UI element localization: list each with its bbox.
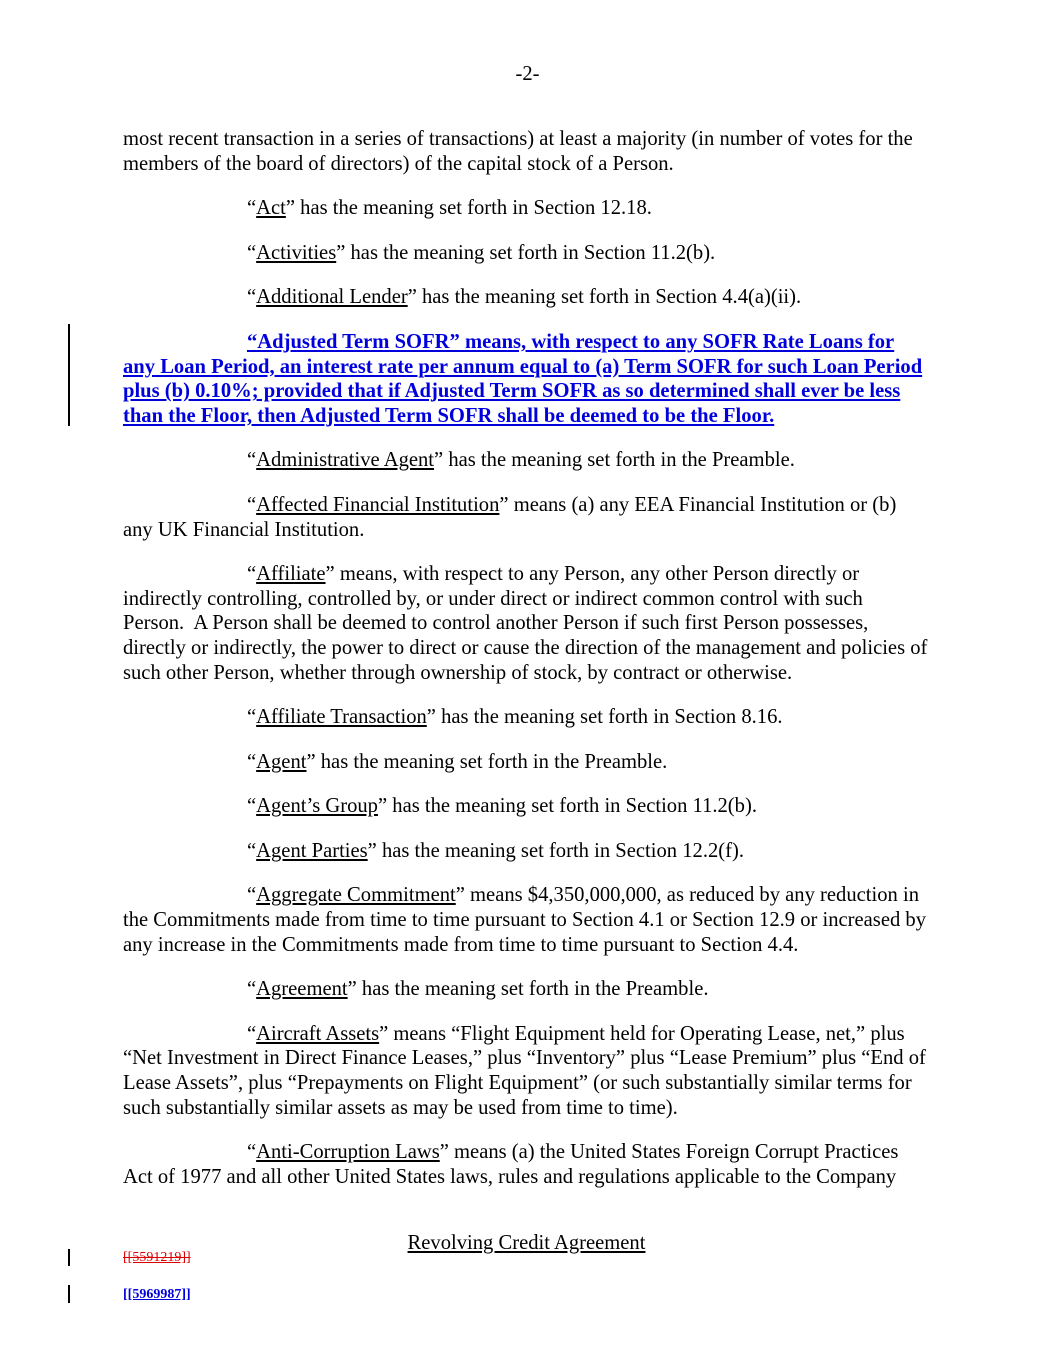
text-run: “ [247, 839, 257, 862]
definition-act [123, 196, 930, 221]
definition-aggregate-commitment [123, 883, 930, 957]
text-run: “ [247, 197, 257, 220]
text-run: “ [247, 493, 257, 516]
text-run: ” means (a) any EEA Financial Institution or (b) any UK Financial Institution. [123, 493, 897, 541]
defined-term: Aggregate Commitment [256, 884, 456, 907]
definition-agent-parties [123, 839, 930, 864]
defined-term: Affiliate [256, 563, 326, 586]
definition-affected-financial-institution [123, 493, 930, 542]
defined-term: Agent Parties [256, 839, 368, 862]
definition-administrative-agent [123, 448, 930, 473]
text-run: “ [247, 286, 257, 309]
change-bar [68, 1285, 70, 1303]
text-run: ” has the meaning set forth in Section 4.4(a)(ii). [407, 286, 802, 309]
definition-aircraft-assets [123, 1022, 930, 1120]
text-run: ” has the meaning set forth in Section 11.2(b). [336, 241, 716, 264]
text-run: ” means, with respect to any Person, any other Person directly or indirectly controlling, controlled by, or under direct or indirect common control with such Person. A Person shall be deemed to control another Person if such first Person possesses, directly or indirectly, the power to direct or cause the direction of the management and policies of such other Person, whether through ownership of stock, by contract or otherwise. [123, 563, 928, 684]
definition-adjusted-term-sofr [123, 330, 930, 428]
definition-additional-lender [123, 285, 930, 310]
defined-term: Activities [256, 241, 337, 264]
text-run: “ [247, 1141, 257, 1164]
change-bar [68, 324, 70, 426]
text-run: ” means (a) the United States Foreign Corrupt Practices Act of 1977 and all other United States laws, rules and regulations applicable to the Company [123, 1141, 899, 1188]
text-run: “ [247, 241, 257, 264]
definition-affiliate [123, 562, 930, 685]
text-run: ” has the meaning set forth in the Preamble. [434, 449, 795, 472]
definition-agreement [123, 977, 930, 1002]
text-run: ” has the meaning set forth in Section 12.18. [285, 197, 652, 220]
text-run: ” has the meaning set forth in Section 11.2(b). [377, 795, 757, 818]
change-bar [68, 1249, 70, 1266]
text-run: ” has the meaning set forth in the Preamble. [347, 978, 709, 1001]
paragraph-continuation [123, 127, 930, 176]
text-run: “ [247, 884, 257, 907]
text-run: ” means “Flight Equipment held for Operating Lease, net,” plus “Net Investment in Direct Finance Leases,” plus “Inventory” plus “Lease Premium” plus “End of Lease Assets”, plus “Prepayments on Flight Equipment” (or such substantially similar terms for such substantially similar assets as may be used from time to time). [123, 1022, 926, 1119]
text-run: “Adjusted Term SOFR” means, with respect to any SOFR Rate Loans for any Loan Period, an interest rate per annum equal to (a) Term SOFR for such Loan Period plus (b) 0.10%; provided that if Adjusted Term SOFR as so determined shall ever be less than the Floor, then Adjusted Term SOFR shall be deemed to be the Floor. [123, 330, 923, 427]
page-number: -2- [515, 63, 540, 85]
doc-id-tag-inserted: [[5969987]] [123, 1287, 191, 1302]
text-run: “ [247, 750, 257, 773]
defined-term: Agent [256, 750, 307, 773]
definition-agent [123, 750, 930, 775]
text-run: “ [247, 795, 257, 818]
text-run: ” has the meaning set forth in the Preamble. [306, 750, 668, 773]
defined-term: Agent’s Group [256, 795, 378, 818]
definition-activities [123, 241, 930, 266]
footer-document-title: Revolving Credit Agreement [407, 1232, 646, 1254]
text-run: “ [247, 706, 257, 729]
defined-term: Additional Lender [256, 286, 408, 309]
text-run: “ [247, 978, 257, 1001]
definition-anti-corruption-laws [123, 1140, 930, 1189]
defined-term: Anti-Corruption Laws [256, 1141, 440, 1164]
document-body [123, 127, 930, 1189]
text-run: ” means $4,350,000,000, as reduced by any reduction in the Commitments made from time to time pursuant to Section 4.1 or Section 12.9 or increased by any increase in the Commitments made from time to time pursuant to Section 4.4. [123, 884, 927, 956]
defined-term: Administrative Agent [256, 449, 435, 472]
text-run: “ [247, 563, 257, 586]
text-run: “ [247, 449, 257, 472]
text-run: most recent transaction in a series of transactions) at least a majority (in number of votes for the members of the board of directors) of the capital stock of a Person. [123, 128, 913, 175]
defined-term: Agreement [256, 978, 348, 1001]
defined-term: Affected Financial Institution [256, 493, 500, 516]
text-run: ” has the meaning set forth in Section 8.16. [426, 706, 783, 729]
definition-agents-group [123, 794, 930, 819]
doc-id-tag-deleted: [[5591219]] [123, 1250, 191, 1265]
defined-term: Affiliate Transaction [256, 706, 427, 729]
text-run: “ [247, 1022, 257, 1045]
defined-term: Act [256, 197, 286, 220]
definition-affiliate-transaction [123, 705, 930, 730]
text-run: ” has the meaning set forth in Section 12.2(f). [367, 839, 744, 862]
defined-term: Aircraft Assets [256, 1022, 380, 1045]
